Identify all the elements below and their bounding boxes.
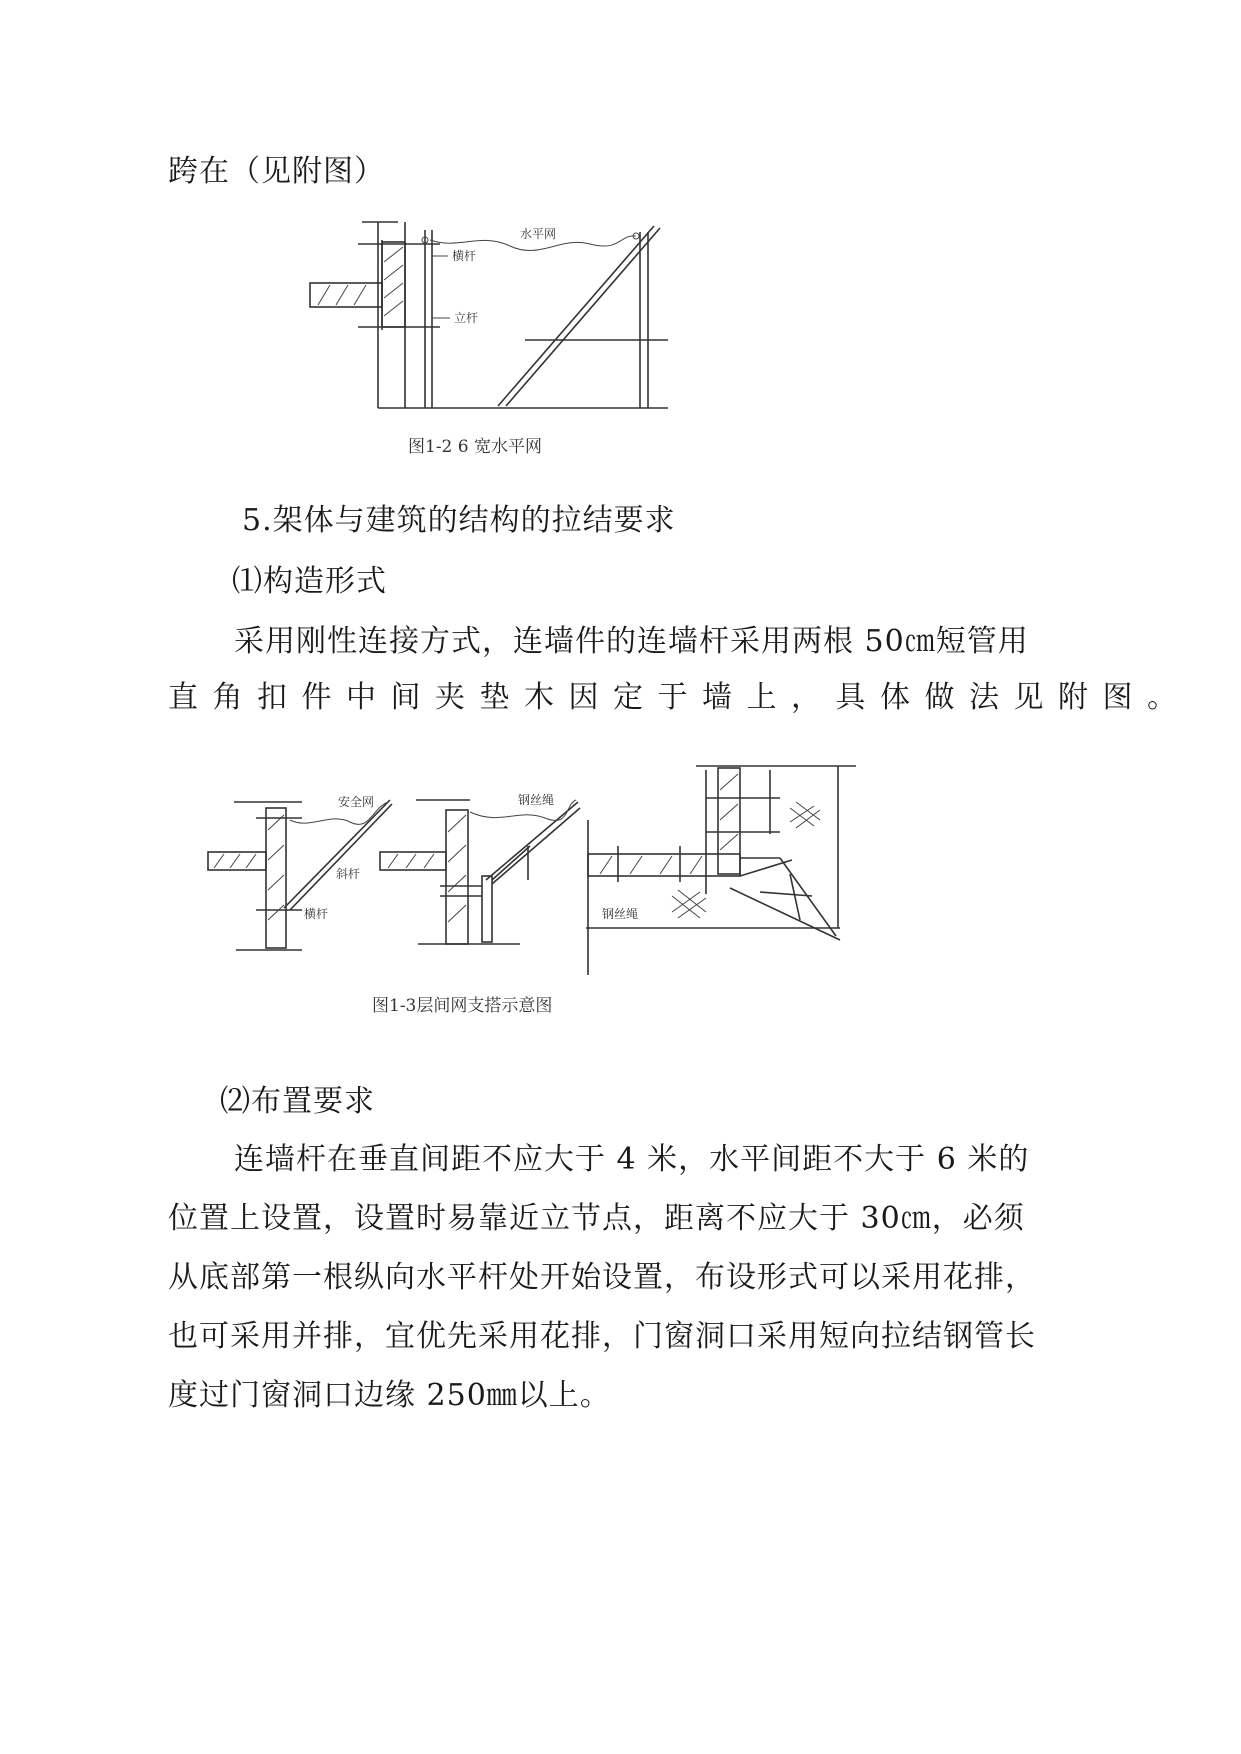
figure-1-post-label: 立杆 [454,311,479,325]
paragraph-2-line-1: 连墙杆在垂直间距不应大于 4 米，水平间距不大于 6 米的 [234,1142,1030,1177]
figure-1-crossbar-label: 横杆 [452,249,477,263]
subsection-1-heading: ⑴构造形式 [232,564,387,599]
figure-2-wire-rope-label-a: 钢丝绳 [518,793,555,807]
figure-1-caption: 图1-2 6 宽水平网 [408,437,542,457]
intro-text: 跨在（见附图） [168,154,385,189]
paragraph-1-line-1: 采用刚性连接方式，连墙件的连墙杆采用两根 50㎝短管用 [234,624,1029,659]
subsection-2-heading: ⑵布置要求 [220,1084,375,1119]
figure-2-wire-rope-label-b: 钢丝绳 [602,907,639,921]
paragraph-2-line-2: 位置上设置，设置时易靠近立节点，距离不应大于 30㎝，必须 [168,1201,1025,1236]
paragraph-2-line-5: 度过门窗洞口边缘 250㎜以上。 [168,1378,611,1413]
paragraph-2-line-4: 也可采用并排，宜优先采用花排，门窗洞口采用短向拉结钢管长 [168,1319,1036,1354]
figure-2-diagonal-label: 斜杆 [336,867,361,881]
figure-1-net-label: 水平网 [520,227,557,241]
section-5-heading: 5.架体与建筑的结构的拉结要求 [242,503,676,538]
figure-2-safety-net-label: 安全网 [338,795,375,809]
paragraph-1-line-2: 直角扣件中间夹垫木因定于墙上，具体做法见附图。 [168,680,1192,715]
paragraph-2-line-3: 从底部第一根纵向水平杆处开始设置，布设形式可以采用花排， [168,1260,1036,1295]
figure-2-crossbar-label: 横杆 [304,907,329,921]
figure-2-caption: 图1-3层间网支搭示意图 [372,996,553,1016]
